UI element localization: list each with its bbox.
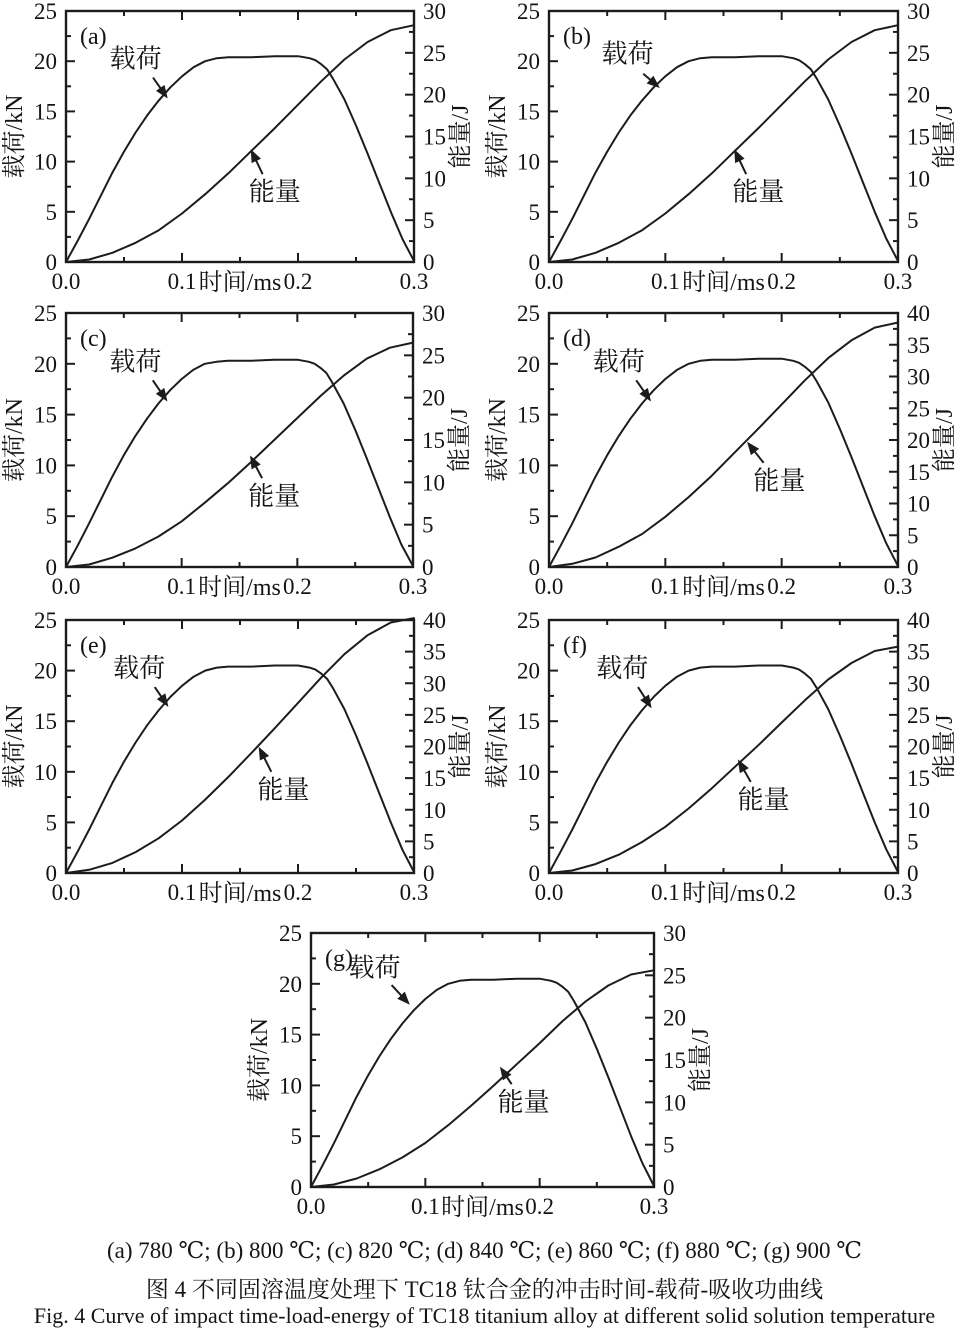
right-tick-label: 0 — [423, 250, 435, 275]
chart-e — [1, 608, 474, 907]
left-tick-label: 10 — [279, 1073, 302, 1099]
right-tick-label: 20 — [907, 82, 930, 108]
left-tick-label: 25 — [34, 608, 57, 633]
left-tick-label: 25 — [34, 0, 57, 24]
x-tick-label: 0.0 — [296, 1194, 326, 1219]
right-tick-label: 0 — [663, 1175, 675, 1200]
right-tick-label: 15 — [907, 766, 930, 792]
x-tick-label: 0.1 — [650, 269, 680, 294]
load-curve — [66, 666, 414, 874]
annotation-label-0: 载荷 — [596, 654, 649, 684]
right-tick-label: 30 — [423, 671, 446, 697]
x-axis-title: 时间/ms — [682, 270, 765, 296]
right-tick-label: 5 — [907, 523, 919, 549]
annotation-label-1: 能量 — [732, 177, 785, 207]
right-tick-label: 20 — [423, 82, 446, 108]
x-tick-label: 0.3 — [883, 574, 913, 599]
right-axis-title: 能量/J — [448, 104, 474, 169]
right-tick-label: 10 — [907, 797, 930, 823]
x-tick-label: 0.0 — [534, 269, 564, 294]
x-tick-label: 0.2 — [767, 574, 797, 599]
x-tick-label: 0.2 — [767, 269, 797, 294]
left-tick-label: 15 — [34, 99, 57, 125]
right-tick-label: 10 — [907, 491, 930, 517]
right-axis-title: 能量/J — [448, 714, 474, 779]
chart-b — [484, 0, 958, 296]
left-tick-label: 25 — [279, 921, 302, 946]
load-curve — [549, 56, 898, 262]
right-tick-label: 30 — [423, 0, 446, 24]
right-tick-label: 30 — [907, 364, 930, 390]
right-tick-label: 0 — [422, 555, 434, 580]
right-tick-label: 5 — [422, 512, 434, 538]
right-tick-label: 30 — [422, 301, 445, 326]
x-axis-title: 时间/ms — [441, 1195, 524, 1221]
left-tick-label: 20 — [517, 658, 540, 684]
left-tick-label: 20 — [279, 971, 302, 997]
load-curve — [66, 360, 413, 567]
x-tick-label: 0.0 — [534, 880, 564, 905]
load-curve — [66, 56, 414, 262]
left-tick-label: 0 — [528, 555, 540, 580]
left-tick-label: 20 — [517, 49, 540, 75]
annotation-label-0: 载荷 — [109, 44, 162, 74]
left-tick-label: 5 — [528, 199, 540, 225]
right-tick-label: 15 — [423, 766, 446, 792]
x-tick-label: 0.0 — [51, 574, 81, 599]
right-tick-label: 25 — [907, 702, 930, 728]
right-axis-title: 能量/J — [932, 714, 958, 779]
x-axis-title: 时间/ms — [682, 881, 765, 907]
annotation-arrow-0 — [153, 380, 166, 399]
right-tick-label: 15 — [907, 124, 930, 150]
caption-title-chinese: 图 4 不同固溶温度处理下 TC18 钛合金的冲击时间-载荷-吸收功曲线 — [145, 1277, 824, 1302]
chart-f — [484, 608, 958, 907]
annotation-arrow-0 — [643, 74, 658, 87]
annotation-arrow-1 — [260, 749, 271, 772]
left-tick-label: 10 — [34, 149, 57, 175]
annotation-arrow-1 — [251, 458, 262, 478]
x-tick-label: 0.0 — [51, 269, 81, 294]
right-tick-label: 5 — [423, 829, 435, 855]
left-tick-label: 10 — [517, 149, 540, 175]
caption-temperatures: (a) 780 ℃; (b) 800 ℃; (c) 820 ℃; (d) 840 ℃; (e) 860 ℃; (f) 880 ℃; (g) 900 ℃ — [107, 1238, 862, 1263]
right-tick-label: 25 — [422, 343, 445, 369]
left-tick-label: 5 — [528, 504, 540, 530]
annotation-arrow-1 — [739, 762, 751, 782]
left-tick-label: 15 — [517, 709, 540, 735]
left-tick-label: 0 — [45, 250, 57, 275]
x-axis-title: 时间/ms — [198, 575, 281, 601]
left-tick-label: 5 — [45, 504, 57, 530]
right-tick-label: 5 — [907, 829, 919, 855]
x-tick-label: 0.2 — [525, 1194, 555, 1219]
left-tick-label: 0 — [528, 861, 540, 886]
x-axis-title: 时间/ms — [198, 881, 282, 907]
right-tick-label: 10 — [663, 1090, 686, 1116]
left-axis-title: 载荷/kN — [247, 1018, 273, 1102]
left-tick-label: 0 — [45, 861, 57, 886]
right-tick-label: 40 — [423, 608, 446, 633]
right-tick-label: 10 — [423, 166, 446, 192]
x-tick-label: 0.2 — [283, 269, 313, 294]
left-axis-title: 载荷/kN — [485, 398, 511, 482]
annotation-label-0: 载荷 — [113, 654, 166, 684]
right-tick-label: 30 — [907, 671, 930, 697]
x-tick-label: 0.1 — [410, 1194, 440, 1219]
x-tick-label: 0.3 — [883, 269, 913, 294]
caption-title-english: Fig. 4 Curve of impact time-load-energy of TC18 titanium alloy at different solid solution temperature — [33, 1303, 936, 1328]
x-tick-label: 0.1 — [167, 880, 197, 905]
right-tick-label: 15 — [422, 428, 445, 453]
annotation-label-0: 载荷 — [348, 953, 401, 983]
annotation-arrow-1 — [749, 444, 764, 463]
left-tick-label: 20 — [34, 49, 57, 75]
x-tick-label: 0.1 — [650, 574, 680, 599]
x-tick-label: 0.1 — [167, 574, 197, 599]
annotation-label-1: 能量 — [248, 177, 301, 207]
left-tick-label: 15 — [517, 402, 540, 428]
x-tick-label: 0.2 — [767, 880, 797, 905]
annotation-arrow-0 — [153, 78, 166, 97]
chart-a — [1, 0, 474, 296]
right-tick-label: 15 — [423, 124, 446, 150]
subplot-label: (d) — [563, 326, 591, 352]
left-tick-label: 10 — [517, 759, 540, 785]
right-tick-label: 5 — [423, 208, 435, 234]
right-tick-label: 10 — [423, 797, 446, 823]
x-axis-title: 时间/ms — [682, 575, 765, 601]
right-tick-label: 35 — [423, 639, 446, 665]
left-tick-label: 25 — [517, 301, 540, 326]
x-tick-label: 0.3 — [639, 1194, 669, 1219]
right-tick-label: 20 — [663, 1005, 686, 1031]
x-tick-label: 0.3 — [398, 574, 428, 599]
right-tick-label: 25 — [423, 702, 446, 728]
right-tick-label: 40 — [907, 301, 930, 326]
x-tick-label: 0.3 — [883, 880, 913, 905]
left-tick-label: 20 — [34, 351, 57, 377]
left-tick-label: 20 — [517, 351, 540, 377]
load-curve — [311, 979, 654, 1187]
chart-c — [1, 301, 473, 601]
x-tick-label: 0.3 — [399, 269, 429, 294]
left-tick-label: 0 — [45, 555, 57, 580]
right-tick-label: 10 — [422, 470, 445, 496]
right-tick-label: 0 — [907, 555, 919, 580]
left-tick-label: 10 — [34, 759, 57, 785]
chart-g — [246, 921, 714, 1221]
annotation-label-0: 载荷 — [592, 347, 645, 377]
right-tick-label: 30 — [663, 921, 686, 946]
right-tick-label: 20 — [422, 385, 445, 411]
subplot-label: (f) — [563, 633, 587, 659]
left-tick-label: 0 — [528, 250, 540, 275]
annotation-label-0: 载荷 — [109, 347, 162, 377]
right-tick-label: 5 — [663, 1132, 675, 1158]
right-tick-label: 40 — [907, 608, 930, 633]
right-tick-label: 20 — [907, 428, 930, 453]
annotation-label-0: 载荷 — [601, 39, 654, 69]
right-tick-label: 0 — [907, 250, 919, 275]
left-tick-label: 25 — [517, 608, 540, 633]
right-tick-label: 20 — [907, 734, 930, 760]
annotation-label-1: 能量 — [248, 481, 301, 511]
left-tick-label: 25 — [517, 0, 540, 24]
x-tick-label: 0.2 — [283, 880, 313, 905]
right-tick-label: 0 — [423, 861, 435, 886]
subplot-label: (a) — [80, 24, 107, 50]
left-tick-label: 10 — [34, 453, 57, 479]
x-axis-title: 时间/ms — [198, 270, 282, 296]
left-tick-label: 15 — [34, 709, 57, 735]
subplot-label: (c) — [80, 326, 107, 352]
left-tick-label: 15 — [279, 1022, 302, 1048]
left-tick-label: 0 — [290, 1175, 302, 1200]
left-tick-label: 5 — [45, 199, 57, 225]
left-tick-label: 20 — [34, 658, 57, 684]
right-tick-label: 25 — [907, 40, 930, 66]
right-tick-label: 0 — [907, 861, 919, 886]
right-tick-label: 25 — [423, 40, 446, 66]
right-axis-title: 能量/J — [932, 104, 958, 169]
x-tick-label: 0.0 — [51, 880, 81, 905]
chart-d — [484, 301, 958, 601]
load-curve — [549, 666, 898, 874]
x-tick-label: 0.2 — [282, 574, 312, 599]
right-tick-label: 5 — [907, 208, 919, 234]
right-axis-title: 能量/J — [688, 1027, 714, 1093]
left-tick-label: 25 — [34, 301, 57, 326]
left-axis-title: 载荷/kN — [2, 704, 28, 789]
annotation-arrow-0 — [155, 687, 167, 705]
left-tick-label: 10 — [517, 453, 540, 479]
right-axis-title: 能量/J — [447, 407, 473, 473]
left-axis-title: 载荷/kN — [2, 94, 28, 179]
right-axis-title: 能量/J — [932, 407, 958, 473]
right-tick-label: 25 — [907, 396, 930, 422]
right-tick-label: 35 — [907, 639, 930, 665]
annotation-arrow-1 — [735, 152, 746, 175]
right-tick-label: 10 — [907, 166, 930, 192]
subplot-label: (b) — [563, 24, 591, 50]
left-tick-label: 15 — [34, 402, 57, 428]
annotation-label-1: 能量 — [753, 466, 806, 496]
left-tick-label: 5 — [528, 810, 540, 836]
subplot-label: (g) — [325, 946, 353, 972]
subplot-label: (e) — [80, 633, 107, 659]
right-tick-label: 30 — [907, 0, 930, 24]
x-tick-label: 0.1 — [167, 269, 197, 294]
left-tick-label: 5 — [45, 810, 57, 836]
annotation-arrow-0 — [638, 687, 650, 706]
left-axis-title: 载荷/kN — [485, 94, 511, 179]
x-tick-label: 0.0 — [534, 574, 564, 599]
energy-curve — [66, 343, 413, 567]
annotation-label-1: 能量 — [497, 1087, 550, 1117]
right-tick-label: 15 — [663, 1048, 686, 1073]
annotation-arrow-1 — [252, 152, 263, 175]
right-tick-label: 15 — [907, 459, 930, 485]
right-tick-label: 35 — [907, 332, 930, 358]
annotation-label-1: 能量 — [257, 775, 310, 805]
x-tick-label: 0.3 — [399, 880, 429, 905]
energy-curve — [311, 970, 654, 1187]
left-tick-label: 15 — [517, 99, 540, 125]
annotation-arrow-0 — [636, 380, 649, 399]
annotation-label-1: 能量 — [737, 785, 790, 815]
left-axis-title: 载荷/kN — [485, 704, 511, 789]
left-axis-title: 载荷/kN — [2, 398, 28, 482]
x-tick-label: 0.1 — [650, 880, 680, 905]
right-tick-label: 25 — [663, 963, 686, 989]
left-tick-label: 5 — [290, 1124, 302, 1150]
right-tick-label: 20 — [423, 734, 446, 760]
annotation-arrow-0 — [392, 985, 408, 1003]
